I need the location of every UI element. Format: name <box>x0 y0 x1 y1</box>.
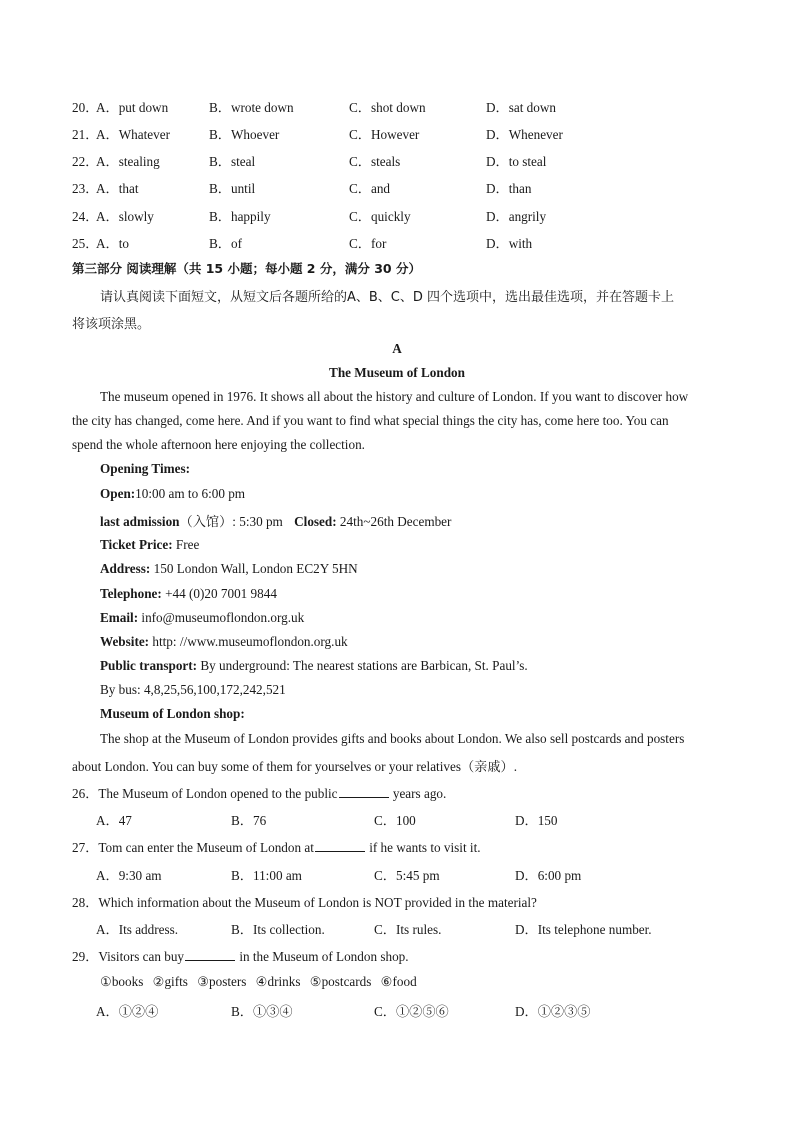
website-value: http: //www.museumoflondon.org.uk <box>149 634 348 649</box>
question-stem <box>72 837 481 856</box>
question-number: 24． <box>72 209 99 224</box>
option-c: C．for <box>349 236 387 251</box>
ticket-value: Free <box>172 537 200 552</box>
option-a: A．that <box>96 181 139 196</box>
question-number: 22． <box>72 154 99 169</box>
question-number: 26． <box>72 786 99 801</box>
address-value: 150 London Wall, London EC2Y 5HN <box>150 561 358 576</box>
answer-blank <box>339 786 389 798</box>
question-text-before: Visitors can buy <box>98 949 185 964</box>
option-c: C．steals <box>349 154 401 169</box>
passage-letter: A <box>392 341 402 356</box>
instruction-line-1: 请认真阅读下面短文，从短文后各题所给的A、B、C、D 四个选项中，选出最佳选项，并在答题卡上 <box>100 290 675 305</box>
transport-row <box>100 658 528 674</box>
question-number: 21． <box>72 127 99 142</box>
option-d: D．Whenever <box>486 127 563 142</box>
instruction-line-2: 将该项涂黑。 <box>72 317 151 332</box>
last-admission-label: last admission <box>100 514 180 529</box>
answer-options <box>0 1001 794 1019</box>
ticket-row <box>100 537 199 553</box>
answer-blank <box>185 949 235 961</box>
option-a: A．47 <box>96 813 132 828</box>
option-row <box>0 178 794 196</box>
shop-line-2: about London. You can buy some of them for yourselves or your relatives（亲戚）. <box>72 759 518 774</box>
closed-value: 24th~26th December <box>336 514 452 529</box>
option-row <box>0 97 794 115</box>
website-label: Website: <box>100 634 150 649</box>
option-row <box>0 233 794 251</box>
option-d: D．sat down <box>486 100 556 115</box>
option-row <box>0 206 794 224</box>
option-a: A．to <box>96 236 129 251</box>
option-c: C．quickly <box>349 209 411 224</box>
question-text-after: years ago. <box>389 786 447 801</box>
email-label: Email: <box>100 610 139 625</box>
option-b: B．Whoever <box>209 127 280 142</box>
option-d: D．to steal <box>486 154 547 169</box>
option-b: B．happily <box>209 209 271 224</box>
shop-label: Museum of London shop: <box>100 706 245 721</box>
option-b: B．steal <box>209 154 256 169</box>
option-b: B．wrote down <box>209 100 294 115</box>
option-d: D．150 <box>515 813 558 828</box>
website-row <box>100 634 348 650</box>
option-c: C．However <box>349 127 420 142</box>
option-d: D．①②③⑤ <box>515 1004 591 1019</box>
telephone-value: +44 (0)20 7001 9844 <box>161 586 277 601</box>
option-d: D．angrily <box>486 209 547 224</box>
question-number: 29． <box>72 949 99 964</box>
shop-line-1: The shop at the Museum of London provides gifts and books about London. We also sell postcards and posters <box>100 731 685 746</box>
option-c: C．shot down <box>349 100 426 115</box>
closed-label: Closed: <box>294 514 337 529</box>
option-d: D．6:00 pm <box>515 868 582 883</box>
question-number: 20． <box>72 100 99 115</box>
answer-blank <box>315 840 365 852</box>
question-number: 28． <box>72 895 99 910</box>
transport-value: By underground: The nearest stations are Barbican, St. Paul’s. <box>197 658 528 673</box>
option-a: A．Whatever <box>96 127 170 142</box>
last-admission-row <box>100 511 451 530</box>
intro-line-1: The museum opened in 1976. It shows all about the history and culture of London. If you want to discover how <box>100 389 689 404</box>
last-admission-value: （入馆）: 5:30 pm <box>179 514 283 529</box>
passage-title: The Museum of London <box>329 365 465 380</box>
question-stem <box>72 892 537 911</box>
answer-options <box>0 865 794 883</box>
option-b: B．76 <box>231 813 267 828</box>
question-stem <box>72 783 446 802</box>
option-row <box>0 151 794 169</box>
option-b: B．11:00 am <box>231 868 302 883</box>
answer-options <box>0 919 794 937</box>
section-header: 第三部分 阅读理解（共 15 小题；每小题 2 分，满分 30 分） <box>72 261 421 276</box>
address-row <box>100 561 358 577</box>
option-a: A．stealing <box>96 154 160 169</box>
option-a: A．put down <box>96 100 169 115</box>
question-items: ①books ②gifts ③posters ④drinks ⑤postcards ⑥food <box>100 974 417 989</box>
question-number: 25． <box>72 236 99 251</box>
question-text-before: The Museum of London opened to the public <box>98 786 338 801</box>
option-a: A．①②④ <box>96 1004 159 1019</box>
intro-line-3: spend the whole afternoon here enjoying the collection. <box>72 437 365 452</box>
option-a: A．9:30 am <box>96 868 162 883</box>
option-c: C．①②⑤⑥ <box>374 1004 449 1019</box>
option-b: B．of <box>209 236 242 251</box>
telephone-row <box>100 586 277 602</box>
question-text-after: if he wants to visit it. <box>365 840 481 855</box>
email-row <box>100 610 304 626</box>
opening-times-label: Opening Times: <box>100 461 191 476</box>
question-text: Which information about the Museum of London is NOT provided in the material? <box>98 895 537 910</box>
ticket-label: Ticket Price: <box>100 537 173 552</box>
email-value: info@museumoflondon.org.uk <box>138 610 305 625</box>
open-value: 10:00 am to 6:00 pm <box>135 486 246 501</box>
option-c: C．5:45 pm <box>374 868 440 883</box>
option-d: D．with <box>486 236 533 251</box>
question-text-before: Tom can enter the Museum of London at <box>98 840 314 855</box>
question-number: 27． <box>72 840 99 855</box>
option-c: C．100 <box>374 813 416 828</box>
option-a: A．slowly <box>96 209 154 224</box>
intro-line-2: the city has changed, come here. And if you want to find what special things the city has, come here too. You can <box>72 413 669 428</box>
option-c: C．Its rules. <box>374 922 442 937</box>
option-a: A．Its address. <box>96 922 179 937</box>
bus-row: By bus: 4,8,25,56,100,172,242,521 <box>100 682 286 697</box>
option-b: B．until <box>209 181 256 196</box>
question-stem <box>72 946 409 965</box>
option-row <box>0 124 794 142</box>
question-number: 23． <box>72 181 99 196</box>
option-c: C．and <box>349 181 391 196</box>
transport-label: Public transport: <box>100 658 198 673</box>
telephone-label: Telephone: <box>100 586 162 601</box>
open-hours <box>100 486 245 502</box>
answer-options <box>0 810 794 828</box>
option-d: D．than <box>486 181 532 196</box>
address-label: Address: <box>100 561 151 576</box>
option-b: B．①③④ <box>231 1004 293 1019</box>
option-d: D．Its telephone number. <box>515 922 652 937</box>
option-b: B．Its collection. <box>231 922 325 937</box>
open-label: Open: <box>100 486 136 501</box>
question-text-after: in the Museum of London shop. <box>236 949 409 964</box>
